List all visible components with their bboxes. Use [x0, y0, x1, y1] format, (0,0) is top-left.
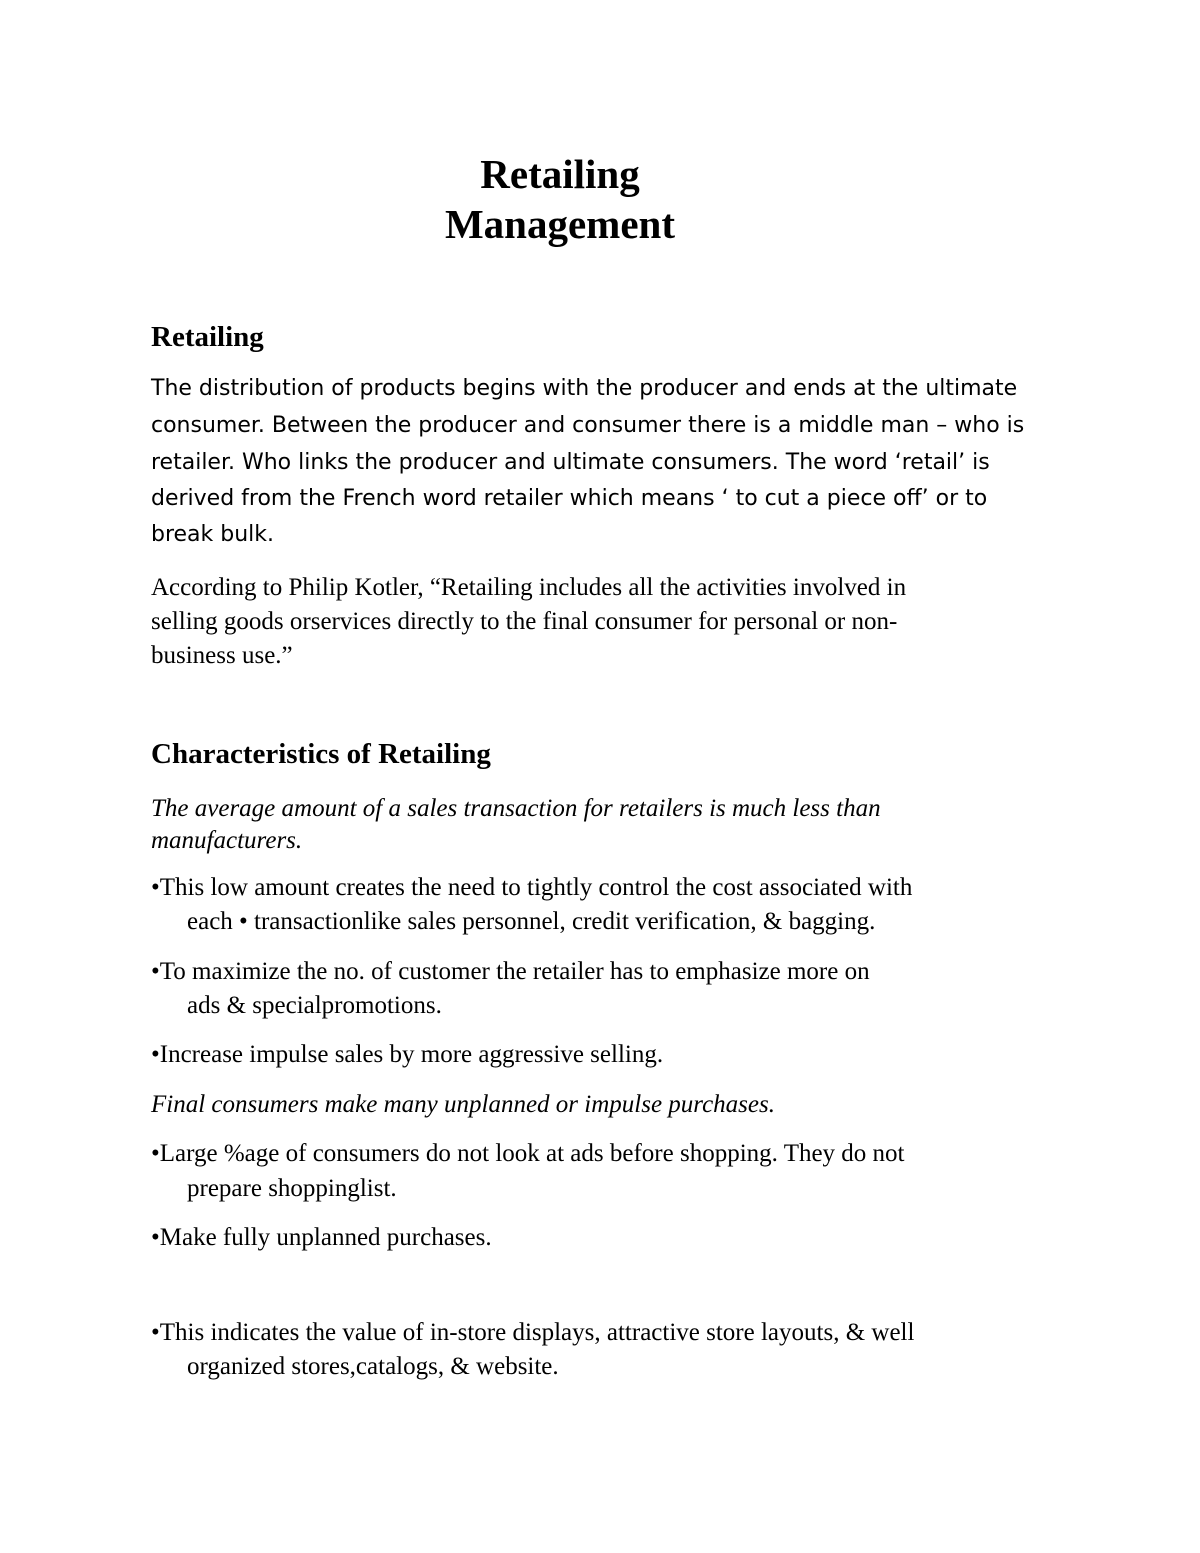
bullet-continuation: prepare shoppinglist.	[187, 1175, 397, 1202]
bullet-item	[151, 1223, 492, 1253]
bullet-text: Large %age of consumers do not look at ads before shopping. They do not	[159, 1140, 905, 1167]
bullet-text: Make fully unplanned purchases.	[159, 1224, 492, 1251]
section-heading-characteristics: Characteristics of Retailing	[151, 738, 491, 770]
paragraph-line: consumer. Between the producer and consumer there is a middle man – who is	[151, 413, 1025, 438]
quote-line: According to Philip Kotler, “Retailing includes all the activities involved in	[151, 574, 907, 601]
bullet-text: This low amount creates the need to tightly control the cost associated with	[159, 874, 913, 901]
bullet-icon: •	[151, 874, 160, 901]
bullet-continuation: ads & specialpromotions.	[187, 992, 442, 1019]
bullet-icon: •	[151, 958, 160, 985]
italic-intro-line: The average amount of a sales transaction for retailers is much less than	[151, 795, 881, 822]
bullet-item	[151, 1040, 663, 1070]
italic-intro-line: manufacturers.	[151, 827, 303, 854]
bullet-continuation: organized stores,catalogs, & website.	[187, 1353, 559, 1380]
section-heading-retailing: Retailing	[151, 321, 264, 353]
paragraph-line: break bulk.	[151, 522, 275, 547]
bullet-icon: •	[151, 1140, 160, 1167]
bullet-text: Increase impulse sales by more aggressive selling.	[159, 1041, 664, 1068]
quote-line: business use.”	[151, 642, 293, 669]
bullet-icon: •	[151, 1224, 160, 1251]
italic-intro-line: Final consumers make many unplanned or impulse purchases.	[151, 1091, 775, 1118]
document-title-line-1: Retailing	[480, 151, 640, 197]
paragraph-line: derived from the French word retailer which means ‘ to cut a piece off’ or to	[151, 486, 988, 511]
quote-line: selling goods orservices directly to the final consumer for personal or non-	[151, 608, 898, 635]
bullet-continuation: each • transactionlike sales personnel, credit verification, & bagging.	[187, 908, 876, 935]
bullet-item	[151, 957, 870, 987]
bullet-text: To maximize the no. of customer the retailer has to emphasize more on	[159, 958, 870, 985]
paragraph-line: retailer. Who links the producer and ultimate consumers. The word ‘retail’ is	[151, 450, 990, 475]
bullet-item	[151, 1139, 905, 1169]
bullet-text: This indicates the value of in-store displays, attractive store layouts, & well	[159, 1319, 915, 1346]
bullet-icon: •	[151, 1041, 160, 1068]
paragraph-line: The distribution of products begins with the producer and ends at the ultimate	[151, 376, 1018, 401]
document-title-line-2: Management	[444, 201, 675, 247]
bullet-item	[151, 1318, 914, 1348]
bullet-icon: •	[151, 1319, 160, 1346]
bullet-item	[151, 873, 912, 903]
